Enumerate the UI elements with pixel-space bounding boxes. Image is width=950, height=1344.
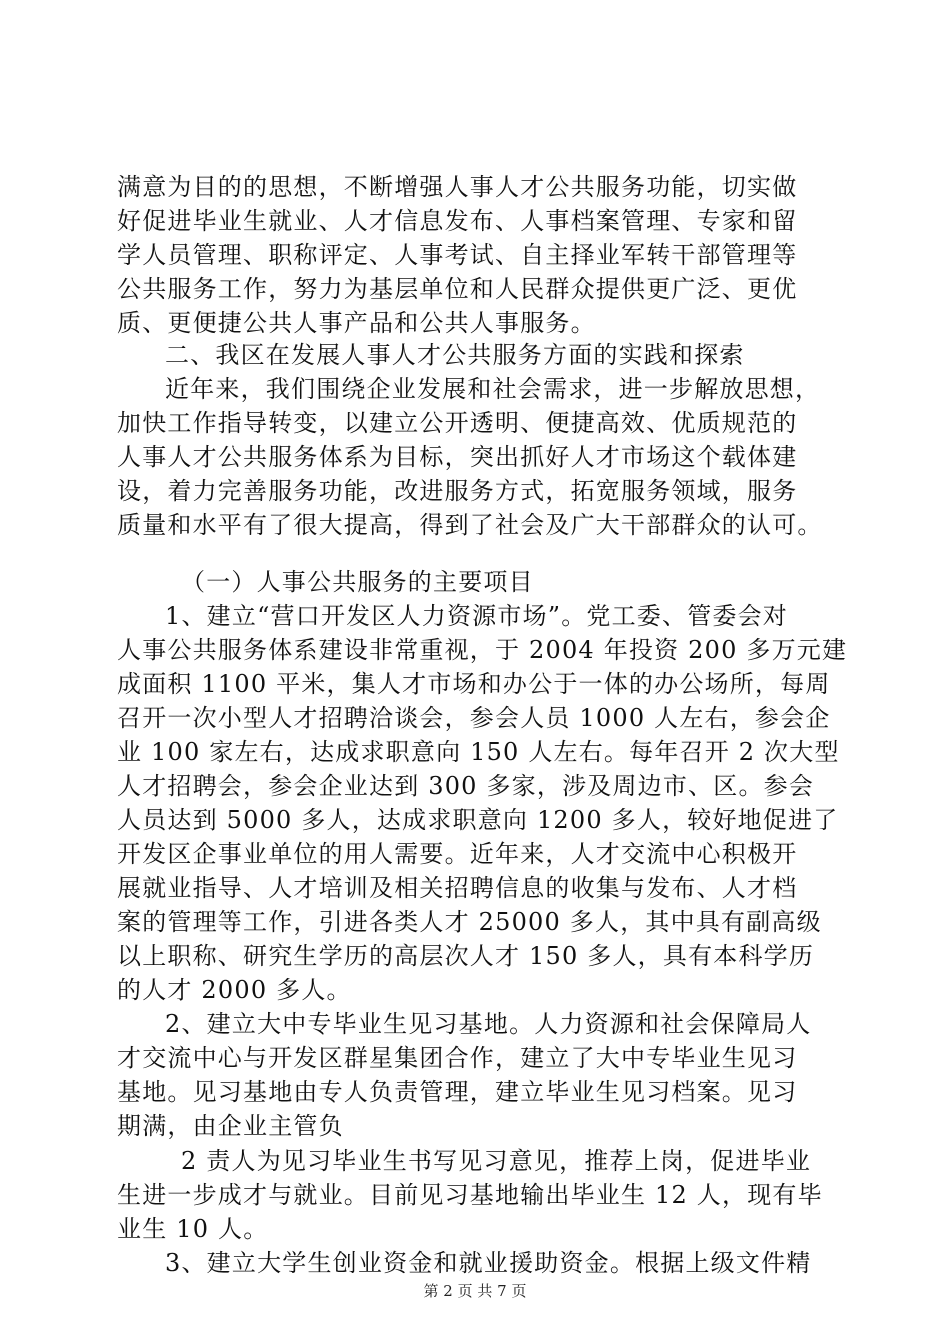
text-line: 期满，由企业主管负 xyxy=(117,1112,344,1140)
text-line: 才交流中心与开发区群星集团合作，建立了大中专毕业生见习 xyxy=(117,1044,798,1072)
text-line: 的人才 2000 多人。 xyxy=(117,976,352,1004)
text-line: 公共服务工作，努力为基层单位和人民群众提供更广泛、更优 xyxy=(117,275,798,303)
text-line: 业生 10 人。 xyxy=(117,1215,269,1243)
text-line: 2 责人为见习毕业生书写见习意见，推荐上岗，促进毕业 xyxy=(181,1147,812,1175)
page-number: 第 2 页 共 7 页 xyxy=(423,1282,527,1300)
text-line: 人才招聘会，参会企业达到 300 多家，涉及周边市、区。参会 xyxy=(117,772,815,800)
text-line: 生进一步成才与就业。目前见习基地输出毕业生 12 人，现有毕 xyxy=(117,1181,823,1209)
text-line: 2、建立大中专毕业生见习基地。人力资源和社会保障局人 xyxy=(165,1010,812,1038)
text-line: 以上职称、研究生学历的高层次人才 150 多人，具有本科学历 xyxy=(117,942,815,970)
text-line: 人事人才公共服务体系为目标，突出抓好人才市场这个载体建 xyxy=(117,443,798,471)
subsection-heading: （一）人事公共服务的主要项目 xyxy=(181,568,534,596)
text-line: 基地。见习基地由专人负责管理，建立毕业生见习档案。见习 xyxy=(117,1078,798,1106)
text-line: 质、更便捷公共人事产品和公共人事服务。 xyxy=(117,309,596,337)
text-line: 业 100 家左右，达成求职意向 150 人左右。每年召开 2 次大型 xyxy=(117,738,840,766)
text-line: 召开一次小型人才招聘洽谈会，参会人员 1000 人左右，参会企 xyxy=(117,704,831,732)
text-line: 人员达到 5000 多人，达成求职意向 1200 多人，较好地促进了 xyxy=(117,806,839,834)
text-line: 设，着力完善服务功能，改进服务方式，拓宽服务领域，服务 xyxy=(117,477,798,505)
text-line: 学人员管理、职称评定、人事考试、自主择业军转干部管理等 xyxy=(117,241,798,269)
text-line: 成面积 1100 平米，集人才市场和办公于一体的办公场所，每周 xyxy=(117,670,831,698)
text-line: 开发区企事业单位的用人需要。近年来，人才交流中心积极开 xyxy=(117,840,798,868)
text-line: 1、建立“营口开发区人力资源市场”。党工委、管委会对 xyxy=(165,602,789,630)
text-line: 加快工作指导转变，以建立公开透明、便捷高效、优质规范的 xyxy=(117,409,798,437)
text-line: 好促进毕业生就业、人才信息发布、人事档案管理、专家和留 xyxy=(117,207,798,235)
text-line: 案的管理等工作，引进各类人才 25000 多人，其中具有副高级 xyxy=(117,908,822,936)
text-line: 3、建立大学生创业资金和就业援助资金。根据上级文件精 xyxy=(165,1249,812,1277)
section-heading: 二、我区在发展人事人才公共服务方面的实践和探索 xyxy=(165,341,745,369)
text-line: 近年来，我们围绕企业发展和社会需求，进一步解放思想， xyxy=(165,375,821,403)
text-line: 质量和水平有了很大提高，得到了社会及广大干部群众的认可。 xyxy=(117,511,823,539)
text-line: 人事公共服务体系建设非常重视，于 2004 年投资 200 多万元建 xyxy=(117,636,848,664)
text-line: 展就业指导、人才培训及相关招聘信息的收集与发布、人才档 xyxy=(117,874,798,902)
text-line: 满意为目的的思想，不断增强人事人才公共服务功能，切实做 xyxy=(117,173,798,201)
